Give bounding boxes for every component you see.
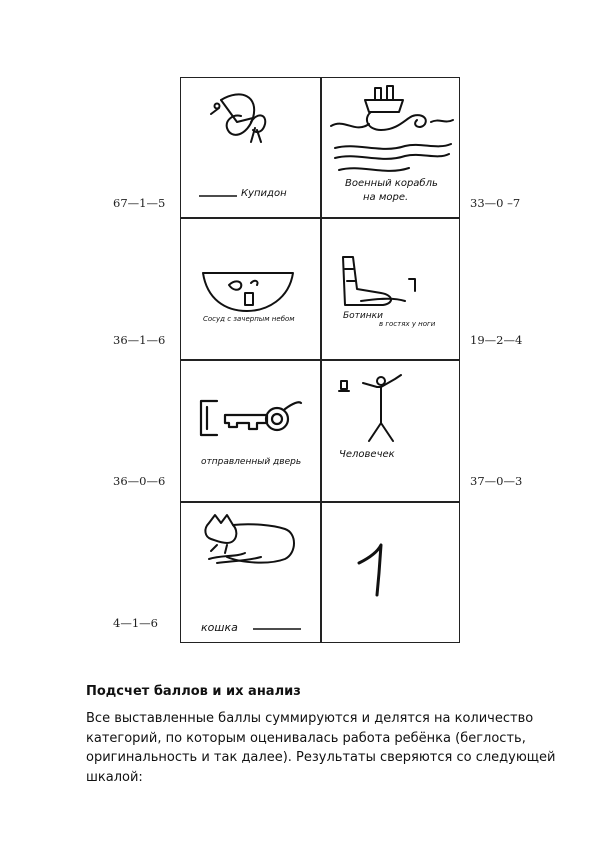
- score-row-1-right: 33—0 –7: [470, 196, 521, 210]
- caption-cat: кошка: [201, 621, 238, 634]
- drawing-man: [321, 361, 459, 501]
- drawing-ship: [321, 78, 459, 218]
- drawing-cat: [181, 503, 319, 643]
- caption-bowl: Сосуд с зачерпым небом: [203, 315, 295, 323]
- caption-boots-line1: Ботинки: [343, 311, 383, 321]
- section-heading: Подсчет баллов и их анализ: [86, 684, 301, 699]
- drawing-key: [181, 361, 319, 501]
- caption-man: Человечек: [339, 449, 395, 460]
- score-row-3-right: 37—0—3: [470, 474, 523, 488]
- caption-boots-line2: в гостях у ноги: [379, 320, 436, 328]
- drawing-bowl: [181, 219, 319, 359]
- drawing-grid: [180, 77, 460, 643]
- caption-cupid: Купидон: [241, 188, 287, 199]
- body-paragraph: Все выставленные баллы суммируются и делятся на количество категорий, по которым оценивалась работа ребёнка (беглость, оригинальность и так далее). Результаты сверяются со следующей шкалой:: [86, 711, 556, 785]
- bowl-sketch-icon: [181, 219, 319, 359]
- score-row-4-left: 4—1—6: [113, 616, 158, 630]
- drawing-cupid: [181, 78, 319, 218]
- drawing-boots: [321, 219, 459, 359]
- score-row-3-left: 36—0—6: [113, 474, 166, 488]
- digit-sketch-icon: [321, 503, 459, 643]
- score-row-2-left: 36—1—6: [113, 333, 166, 347]
- caption-ship-line2: на море.: [363, 192, 409, 203]
- drawing-digit: [321, 503, 459, 643]
- caption-ship-line1: Военный корабль: [345, 178, 438, 189]
- key-sketch-icon: [181, 361, 319, 501]
- caption-key: отправленный дверь: [201, 457, 302, 467]
- boots-sketch-icon: [321, 219, 459, 359]
- score-row-2-right: 19—2—4: [470, 333, 523, 347]
- score-row-1-left: 67—1—5: [113, 196, 166, 210]
- stick-figure-icon: [321, 361, 459, 501]
